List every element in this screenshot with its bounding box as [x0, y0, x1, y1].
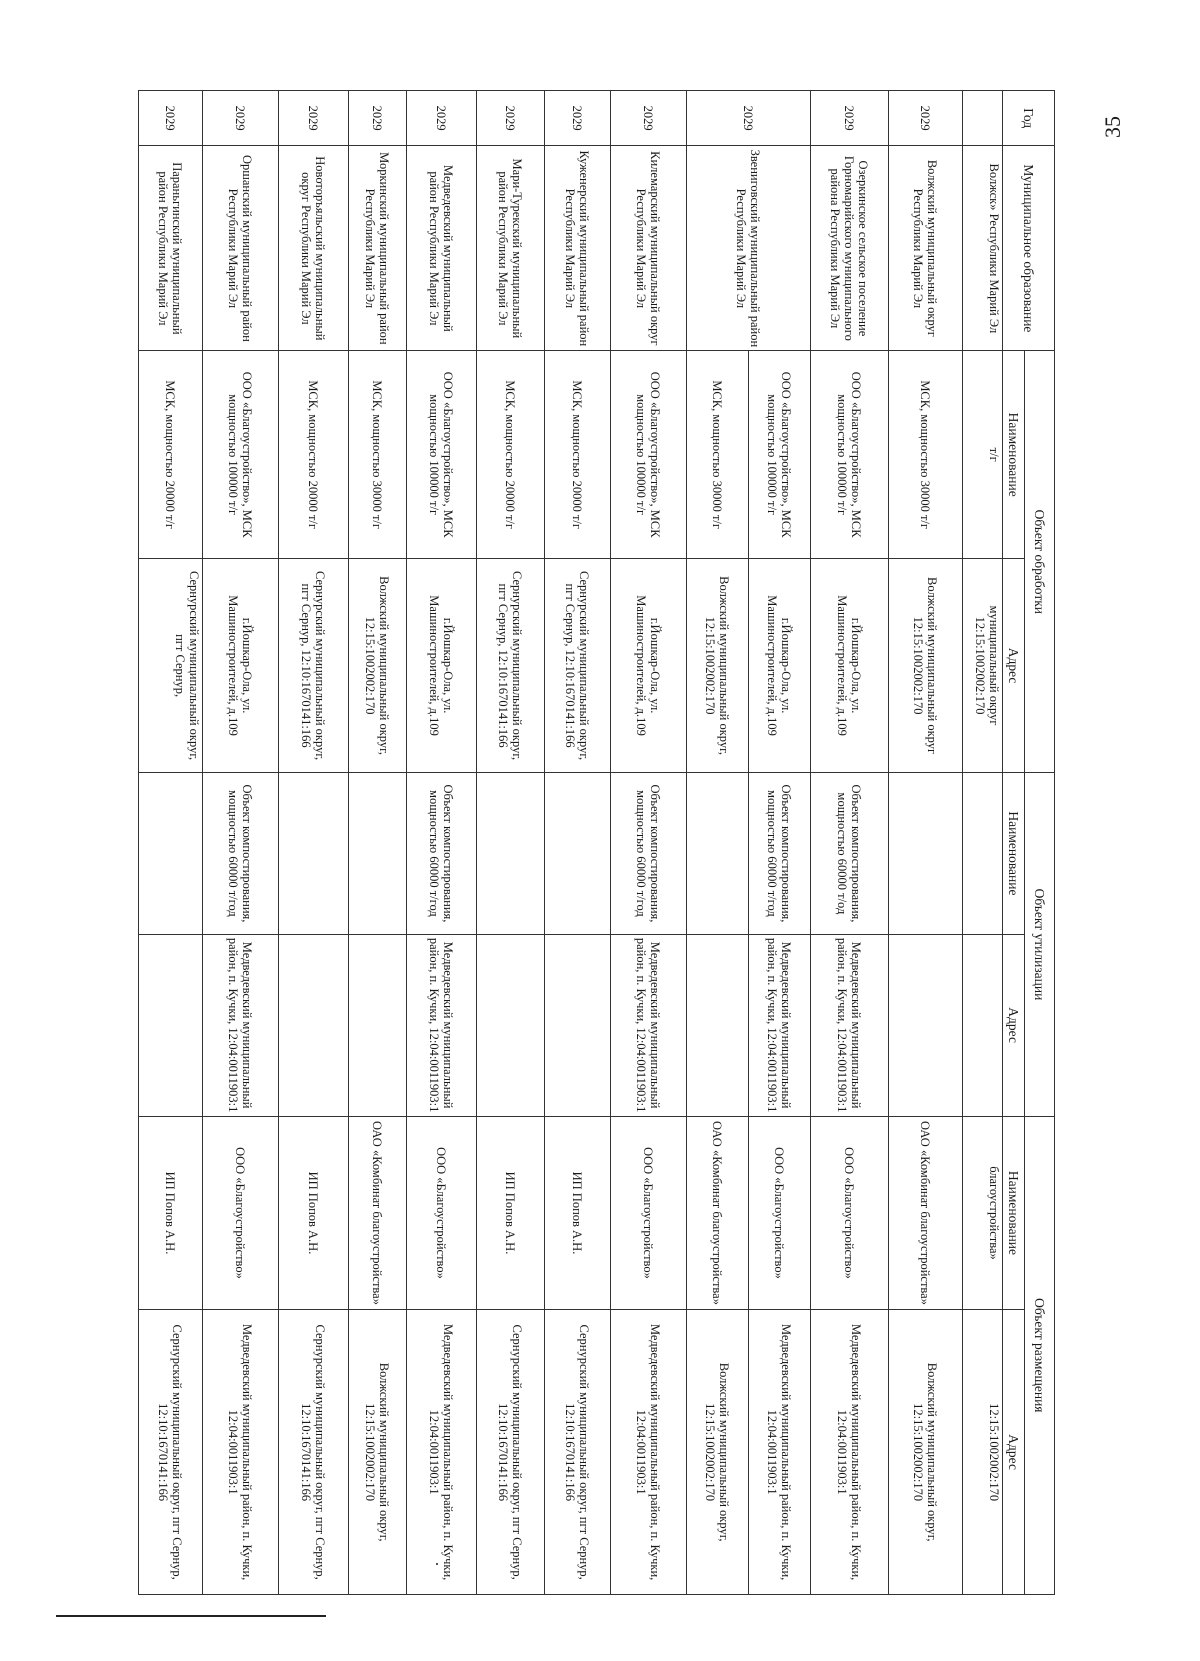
cell-place-name: ОАО «Комбинат благоустройства» — [889, 1116, 963, 1310]
cell-place-name: ООО «Благоустройство» — [203, 1116, 279, 1310]
cell-place-address: Волжский муниципальный округ, 12:15:1002002:170 — [889, 1310, 963, 1595]
waste-facilities-table — [138, 90, 1055, 1595]
table-row — [811, 91, 889, 1595]
cell-municipality: Куженерский муниципальный район Республики Марий Эл — [545, 146, 611, 351]
cell-year: 2029 — [545, 91, 611, 146]
table-row — [477, 91, 545, 1595]
table-row — [545, 91, 611, 1595]
cell-place-address: Медведевский муниципальный район, п. Кучки, 12:04:0011903:1 — [611, 1310, 687, 1595]
header-placement: Объект размещения — [1025, 1116, 1055, 1594]
cell-place-address: Волжский муниципальный округ, 12:15:1002002:170 — [349, 1310, 407, 1595]
cell-proc-address: Сернурский муниципальный округ, пгт Сернур, — [139, 558, 203, 772]
cell-util-name: Объект компостирования, мощностью 60000 т/год — [749, 773, 811, 934]
cell-municipality: Параньгинский муниципальный район Республики Марий Эл — [139, 146, 203, 351]
table-row — [963, 91, 1003, 1595]
cell-municipality: Мари-Турекский муниципальный район Республики Марий Эл — [477, 146, 545, 351]
cell-proc-address: г.Йошкар-Ола, ул. Машиностроителей, д.109 — [811, 558, 889, 772]
cell-year — [963, 91, 1003, 146]
header-place-name: Наименование — [1003, 1116, 1025, 1310]
cell-year: 2029 — [279, 91, 349, 146]
rotated-table — [156, 90, 1055, 1595]
cell-place-address: 12:15:1002002:170 — [963, 1310, 1003, 1595]
cell-util-name — [279, 773, 349, 934]
cell-proc-address: Волжский муниципальный округ 12:15:1002002:170 — [889, 558, 963, 772]
cell-proc-name: ООО «Благоустройство», МСК мощностью 100000 т/г — [203, 351, 279, 558]
cell-util-address — [279, 934, 349, 1116]
cell-place-address: Медведевский муниципальный район, п. Кучки, 12:04:0011903:1 — [407, 1310, 477, 1595]
table-row — [407, 91, 477, 1595]
cell-year: 2029 — [477, 91, 545, 146]
table-row — [889, 91, 963, 1595]
cell-util-name — [889, 773, 963, 934]
cell-util-address: Медведевский муниципальный район, п. Кучки, 12:04:0011903:1 — [611, 934, 687, 1116]
cell-municipality: Звениговский муниципальный район Республики Марий Эл — [687, 146, 811, 351]
header-year: Год — [1003, 91, 1055, 146]
cell-proc-address: г.Йошкар-Ола, ул. Машиностроителей, д.109 — [749, 558, 811, 772]
cell-proc-address: Волжский муниципальный округ, 12:15:1002002:170 — [349, 558, 407, 772]
table-row — [349, 91, 407, 1595]
cell-proc-name: ООО «Благоустройство», МСК мощностью 100000 т/г — [811, 351, 889, 558]
cell-municipality: Озеркинское сельское поселение Горномарийского муниципального района Республики Марий Эл — [811, 146, 889, 351]
cell-place-address: Сернурский муниципальный округ, пгт Сернур, 12:10:1670141:166 — [477, 1310, 545, 1595]
table-row — [139, 91, 203, 1595]
header-util-address: Адрес — [1003, 934, 1025, 1116]
table-row — [279, 91, 349, 1595]
cell-place-address: Сернурский муниципальный округ, пгт Сернур, 12:10:1670141:166 — [279, 1310, 349, 1595]
cell-util-address: Медведевский муниципальный район, п. Кучки, 12:04:0011903:1 — [407, 934, 477, 1116]
cell-proc-address: г.Йошкар-Ола, ул. Машиностроителей, д.109 — [407, 558, 477, 772]
cell-place-name: ООО «Благоустройство» — [811, 1116, 889, 1310]
cell-place-name: ОАО «Комбинат благоустройства» — [687, 1116, 749, 1310]
cell-municipality: Оршанский муниципальный район Республики Марий Эл — [203, 146, 279, 351]
table-header — [1003, 91, 1055, 1595]
cell-proc-address: г.Йошкар-Ола, ул. Машиностроителей, д.109 — [203, 558, 279, 772]
cell-place-name: ООО «Благоустройство» — [749, 1116, 811, 1310]
cell-proc-address: г.Йошкар-Ола, ул. Машиностроителей, д.109 — [611, 558, 687, 772]
cell-place-name: ИП Попов А.Н. — [279, 1116, 349, 1310]
table-row — [203, 91, 279, 1595]
header-proc-name: Наименование — [1003, 351, 1025, 558]
cell-proc-name: ООО «Благоустройство», МСК мощностью 100000 т/г — [749, 351, 811, 558]
cell-proc-name: ООО «Благоустройство», МСК мощностью 100000 т/г — [407, 351, 477, 558]
cell-util-name: Объект компостирования, мощностью 60000 т/год — [407, 773, 477, 934]
header-processing: Объект обработки — [1025, 351, 1055, 773]
cell-municipality: Моркинский муниципальный район Республики Марий Эл — [349, 146, 407, 351]
cell-proc-name: МСК, мощностью 30000 т/г — [687, 351, 749, 558]
cell-proc-address: Сернурский муниципальный округ, пгт Сернур, 12:10:1670141:166 — [477, 558, 545, 772]
cell-municipality: Волжск» Республики Марий Эл — [963, 146, 1003, 351]
cell-place-name: ИП Попов А.Н. — [139, 1116, 203, 1310]
cell-util-address: Медведевский муниципальный район, п. Кучки, 12:04:0011903:1 — [203, 934, 279, 1116]
cell-municipality: Медведевский муниципальный район Республики Марий Эл — [407, 146, 477, 351]
cell-year: 2029 — [889, 91, 963, 146]
cell-place-name: ИП Попов А.Н. — [545, 1116, 611, 1310]
cell-util-name — [349, 773, 407, 934]
cell-proc-address: Сернурский муниципальный округ, пгт Сернур, 12:10:1670141:166 — [279, 558, 349, 772]
cell-place-name: ИП Попов А.Н. — [477, 1116, 545, 1310]
cell-util-address: Медведевский муниципальный район, п. Кучки, 12:04:0011903:1 — [749, 934, 811, 1116]
cell-util-name — [139, 773, 203, 934]
scan-speck — [436, 1563, 438, 1565]
cell-proc-name: МСК, мощностью 20000 т/г — [139, 351, 203, 558]
cell-year: 2029 — [407, 91, 477, 146]
cell-place-address: Волжский муниципальный округ, 12:15:1002002:170 — [687, 1310, 749, 1595]
cell-municipality: Новоторъяльский муниципальный округ Республики Марий Эл — [279, 146, 349, 351]
cell-util-name: Объект компостирования, мощностью 60000 т/од — [811, 773, 889, 934]
cell-proc-name: т/г — [963, 351, 1003, 558]
cell-municipality: Волжский муниципальный округ Республики Марий Эл — [889, 146, 963, 351]
cell-util-name — [687, 773, 749, 934]
cell-place-address: Сернурский муниципальный округ, пгт Сернур, 12:10:1670141:166 — [139, 1310, 203, 1595]
table-row — [611, 91, 687, 1595]
cell-year: 2029 — [139, 91, 203, 146]
cell-proc-name: МСК, мощностью 30000 т/г — [349, 351, 407, 558]
footnote-rule — [56, 1615, 326, 1617]
cell-year: 2029 — [811, 91, 889, 146]
table-body — [139, 91, 1003, 1595]
cell-place-address: Медведевский муниципальный район, п. Кучки, 12:04:0011903:1 — [811, 1310, 889, 1595]
cell-place-name: благоустройства» — [963, 1116, 1003, 1310]
cell-proc-address: Волжский муниципальный округ, 12:15:1002002:170 — [687, 558, 749, 772]
cell-year: 2029 — [203, 91, 279, 146]
cell-proc-name: МСК, мощностью 30000 т/г — [889, 351, 963, 558]
cell-util-name — [545, 773, 611, 934]
header-municipality: Муниципальное образование — [1003, 146, 1055, 351]
cell-proc-name: МСК, мощностью 20000 т/г — [545, 351, 611, 558]
cell-proc-name: МСК, мощностью 20000 т/г — [279, 351, 349, 558]
header-proc-address: Адрес — [1003, 558, 1025, 772]
cell-util-name — [477, 773, 545, 934]
cell-util-address — [687, 934, 749, 1116]
cell-util-address: Медведевский муниципальный район, п. Кучки, 12:04:0011903:1 — [811, 934, 889, 1116]
cell-year: 2029 — [349, 91, 407, 146]
cell-municipality: Килемарский муниципальный округ Республики Марий Эл — [611, 146, 687, 351]
cell-place-name: ООО «Благоустройство» — [407, 1116, 477, 1310]
header-util-name: Наименование — [1003, 773, 1025, 934]
cell-util-address — [349, 934, 407, 1116]
cell-place-address: Медведевский муниципальный район, п. Кучки, 12:04:0011903:1 — [749, 1310, 811, 1595]
cell-util-name: Объект компостирования, мощностью 60000 т/год — [611, 773, 687, 934]
cell-place-address: Медведевский муниципальный район, п. Кучки, 12:04:0011903:1 — [203, 1310, 279, 1595]
cell-proc-name: МСК, мощностью 20000 т/г — [477, 351, 545, 558]
cell-util-address — [477, 934, 545, 1116]
cell-util-address — [545, 934, 611, 1116]
cell-year: 2029 — [611, 91, 687, 146]
header-place-address: Адрес — [1003, 1310, 1025, 1595]
page-number: 35 — [1100, 116, 1125, 138]
cell-util-address — [963, 934, 1003, 1116]
cell-place-name: ОАО «Комбинат благоустройства» — [349, 1116, 407, 1310]
cell-place-address: Сернурский муниципальный округ, пгт Сернур, 12:10:1670141:166 — [545, 1310, 611, 1595]
cell-util-name — [963, 773, 1003, 934]
table-row — [749, 91, 811, 1595]
cell-place-name: ООО «Благоустройство» — [611, 1116, 687, 1310]
cell-util-address — [139, 934, 203, 1116]
cell-util-name: Объект компостирования, мощностью 60000 т/год — [203, 773, 279, 934]
cell-proc-address: Сернурский муниципальный округ, пгт Сернур, 12:10:1670141:166 — [545, 558, 611, 772]
cell-proc-address: муниципальный округ 12:15:1002002:170 — [963, 558, 1003, 772]
cell-year: 2029 — [687, 91, 811, 146]
header-utilization: Объект утилизации — [1025, 773, 1055, 1116]
cell-util-address — [889, 934, 963, 1116]
cell-proc-name: ООО «Благоустройство», МСК мощностью 100000 т/г — [611, 351, 687, 558]
